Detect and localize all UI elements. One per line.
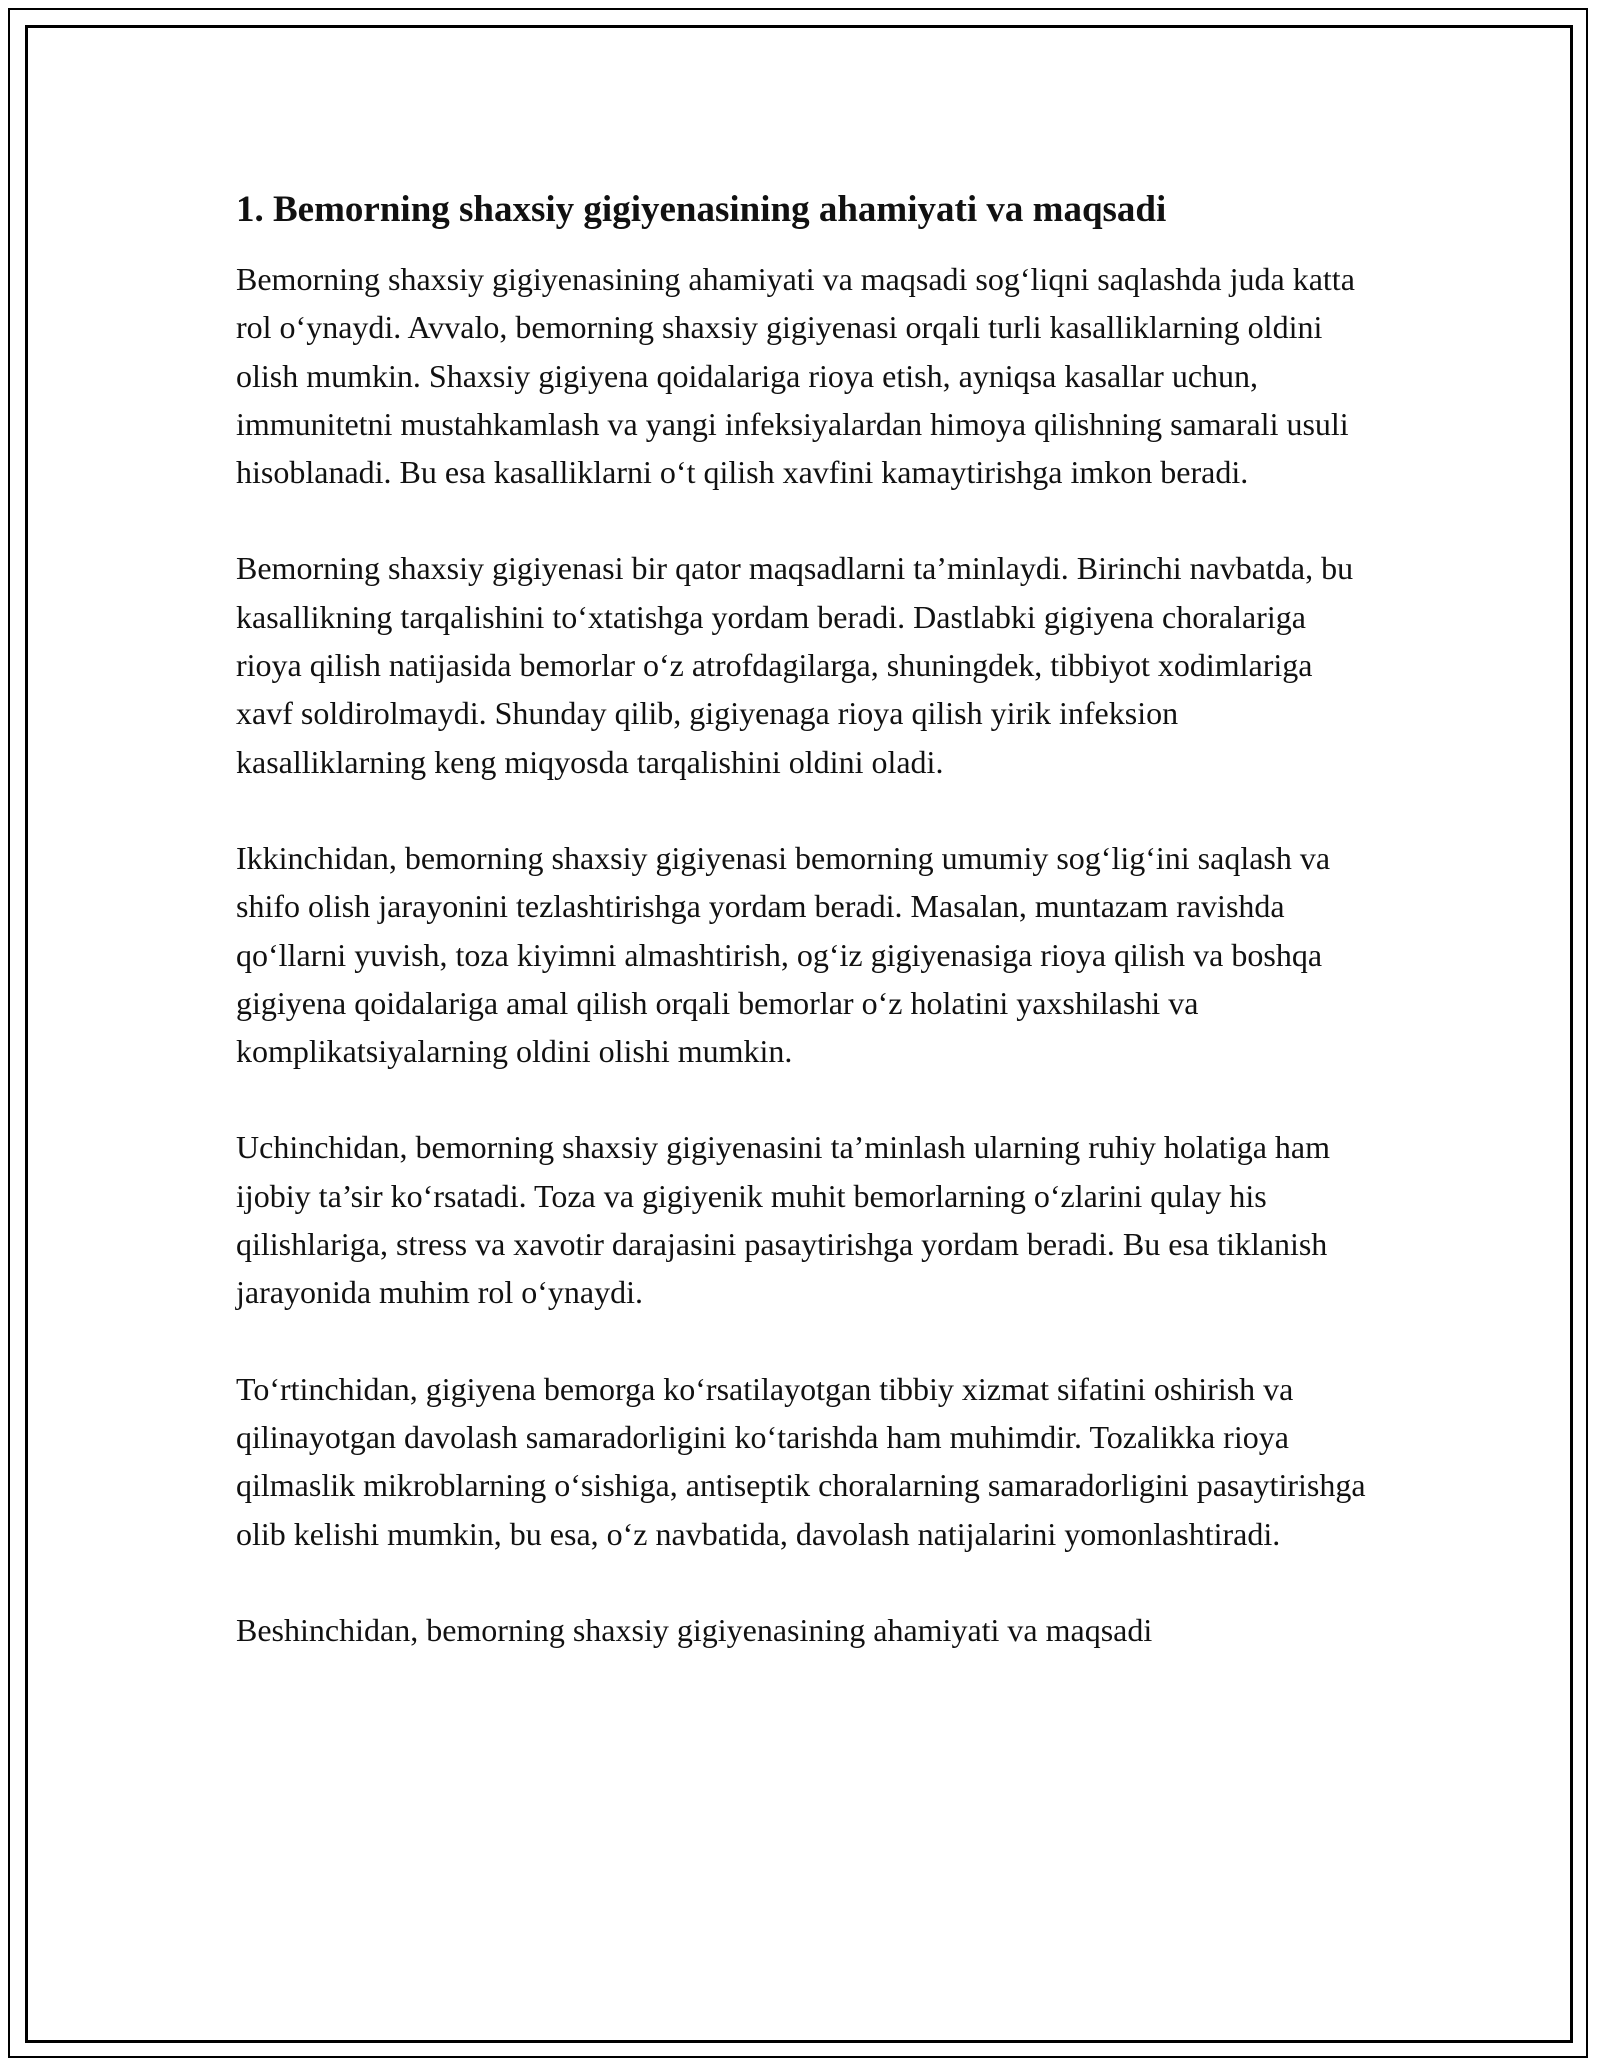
section-heading: 1. Bemorning shaxsiy gigiyenasining ahamiyati va maqsadi [236, 189, 1167, 230]
paragraph-4: Uchinchidan, bemorning shaxsiy gigiyenasini ta’minlash ularning ruhiy holatiga ham ijobiy ta’sir ko‘rsatadi. Toza va gigiyenik muhit bemorlarning o‘zlarini qulay his qilishlariga, stress va xavotir darajasini pasaytirishga yordam beradi. Bu esa tiklanish jarayonida muhim rol o‘ynaydi. [236, 1129, 1330, 1311]
paragraph-3: Ikkinchidan, bemorning shaxsiy gigiyenasi bemorning umumiy sog‘lig‘ini saqlash va shifo olish jarayonini tezlashtirishga yordam beradi. Masalan, muntazam ravishda qo‘llarni yuvish, toza kiyimni almashtirish, og‘iz gigiyenasiga rioya qilish va boshqa gigiyena qoidalariga amal qilish orqali bemorlar o‘z holatini yaxshilashi va komplikatsiyalarning oldini olishi mumkin. [236, 839, 1331, 1070]
paragraph-1: Bemorning shaxsiy gigiyenasining ahamiyati va maqsadi sog‘liqni saqlashda juda katta rol o‘ynaydi. Avvalo, bemorning shaxsiy gigiyenasi orqali turli kasalliklarning oldini olish mumkin. Shaxsiy gigiyena qoidalariga rioya etish, ayniqsa kasallar uchun, immunitetni mustahkamlash va yangi infeksiyalardan himoya qilishning samarali usuli hisoblanadi. Bu esa kasalliklarni o‘t qilish xavfini kamaytirishga imkon beradi. [236, 261, 1355, 491]
paragraph-2: Bemorning shaxsiy gigiyenasi bir qator maqsadlarni ta’minlaydi. Birinchi navbatda, bu kasallikning tarqalishini to‘xtatishga yordam beradi. Dastlabki gigiyena choralariga rioya qilish natijasida bemorlar o‘z atrofdagilarga, shuningdek, tibbiyot xodimlariga xavf soldirolmaydi. Shunday qilib, gigiyenaga rioya qilish yirik infeksion kasalliklarning keng miqyosda tarqalishini oldini oladi. [236, 550, 1354, 780]
paragraph-6: Beshinchidan, bemorning shaxsiy gigiyenasining ahamiyati va maqsadi [236, 1611, 1153, 1648]
paragraph-5: To‘rtinchidan, gigiyena bemorga ko‘rsatilayotgan tibbiy xizmat sifatini oshirish va qilinayotgan davolash samaradorligini ko‘tarishda ham muhimdir. Tozalikka rioya qilmaslik mikroblarning o‘sishiga, antiseptik choralarning samaradorligini pasaytirishga olib kelishi mumkin, bu esa, o‘z navbatida, davolash natijalarini yomonlashtiradi. [236, 1370, 1366, 1552]
document-body [236, 185, 1376, 1702]
